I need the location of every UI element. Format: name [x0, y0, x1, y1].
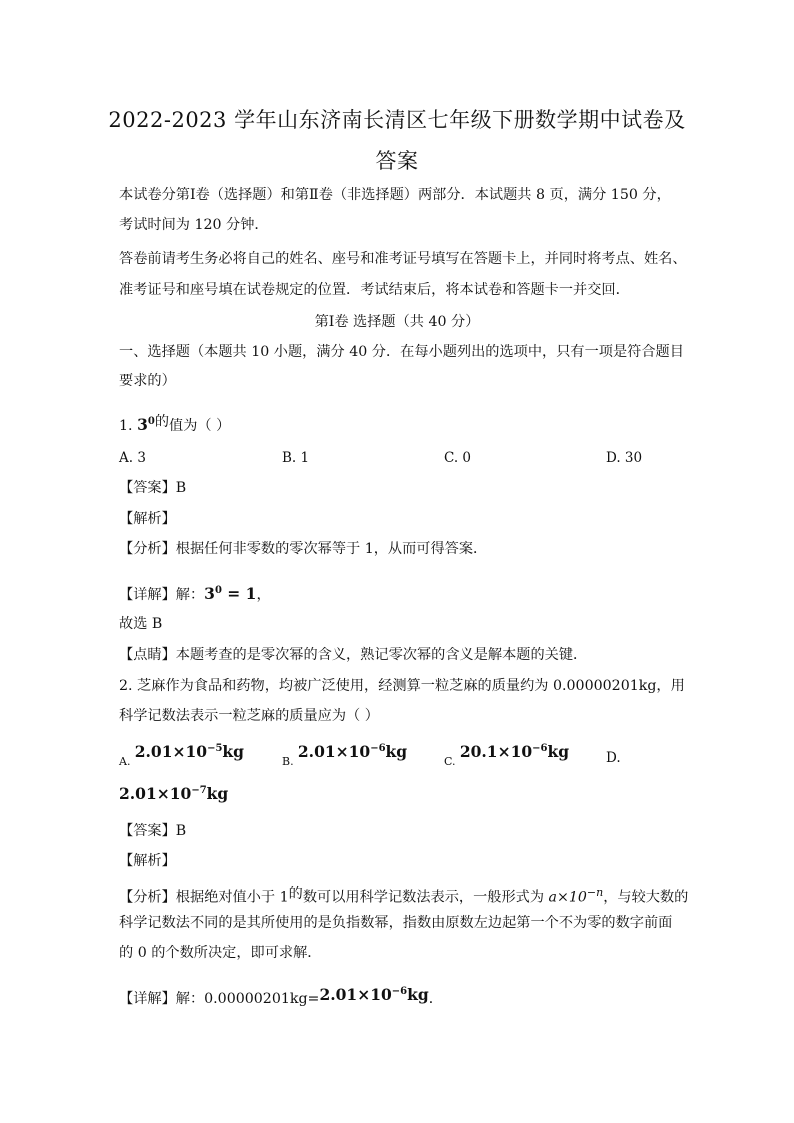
q1-detail-math: $3^0 = 1$	[204, 584, 257, 603]
q1-answer: 【答案】B	[119, 480, 187, 496]
doc-title-line2: 答案	[375, 149, 419, 173]
q1-analysis: 【分析】根据任何非零数的零次幂等于 1，从而可得答案．	[119, 541, 488, 557]
q1-comment: 【点睛】本题考查的是零次幂的含义，熟记零次幂的含义是解本题的关键．	[119, 647, 588, 663]
doc-title-line1: 2022-2023 学年山东济南长清区七年级下册数学期中试卷及	[108, 108, 686, 132]
q1-option-b: B. 1	[282, 450, 310, 466]
q2-option-a: $_{A.}$ $2.01\times 10^{-5}kg$	[119, 742, 244, 768]
q1-detail	[119, 582, 271, 604]
q1-detail-suffix: ，	[256, 587, 271, 603]
q2-option-d-label: D.	[606, 750, 621, 766]
q1-analysis-label: 【解析】	[119, 511, 176, 527]
intro-line1: 本试卷分第Ⅰ卷（选择题）和第Ⅱ卷（非选择题）两部分．本试题共 8 页，满分 150 分，	[119, 187, 671, 203]
q2-analysis-label: 【解析】	[119, 853, 176, 869]
q1-choose: 故选 B	[119, 616, 163, 632]
q1-number: 1.	[119, 418, 133, 434]
intro-line4: 准考证号和座号填在试卷规定的位置．考试结束后，将本试卷和答题卡一并交回．	[119, 282, 630, 298]
q2-analysis-line1: 【分析】根据绝对值小于 1的数可以用科学记数法表示，一般形式为 $a\times 10^{-n}$，与较大数的	[119, 885, 689, 906]
q2-option-d: $2.01\times 10^{-7}kg$	[119, 784, 229, 803]
q2-answer: 【答案】B	[119, 823, 187, 839]
q2-option-b: $_{B.}$ $2.01\times 10^{-6}kg$	[282, 742, 408, 768]
q2-analysis-line2: 科学记数法不同的是其所使用的是负指数幂，指数由原数左边起第一个不为零的数字前面	[119, 915, 673, 931]
q1-suffix-b: 值为（ ）	[169, 418, 231, 434]
q2-stem-line2: 科学记数法表示一粒芝麻的质量应为（ ）	[119, 708, 379, 724]
q1-power: $3^0$	[137, 415, 155, 434]
intro-line2: 考试时间为 120 分钟．	[119, 217, 269, 233]
q2-option-c: $_{C.}$ $20.1\times 10^{-6}kg$	[444, 742, 570, 768]
q2-stem-line1: 2. 芝麻作为食品和药物，均被广泛使用，经测算一粒芝麻的质量约为 0.00000201kg，用	[119, 678, 685, 694]
q2-detail: 【详解】解：$0.00000201kg=2.01\times 10^{-6}kg$．	[119, 985, 443, 1007]
q1-suffix-a: 的	[154, 414, 170, 430]
q1-detail-prefix: 【详解】解：	[119, 587, 205, 603]
section-title: 第Ⅰ卷 选择题（共 40 分）	[314, 314, 480, 330]
q1-option-a: A. 3	[119, 450, 146, 466]
part1-instructions-line2: 要求的）	[119, 373, 176, 389]
q1-stem	[119, 413, 230, 435]
part1-instructions-line1: 一、选择题（本题共 10 小题，满分 40 分．在每小题列出的选项中，只有一项是符合题目	[119, 344, 684, 360]
q2-analysis-line3: 的 0 的个数所决定，即可求解．	[119, 945, 322, 961]
intro-line3: 答卷前请考生务必将自己的姓名、座号和准考证号填写在答题卡上，并同时将考点、姓名、	[119, 251, 687, 267]
q1-option-d: D. 30	[606, 450, 643, 466]
q1-option-c: C. 0	[444, 450, 472, 466]
